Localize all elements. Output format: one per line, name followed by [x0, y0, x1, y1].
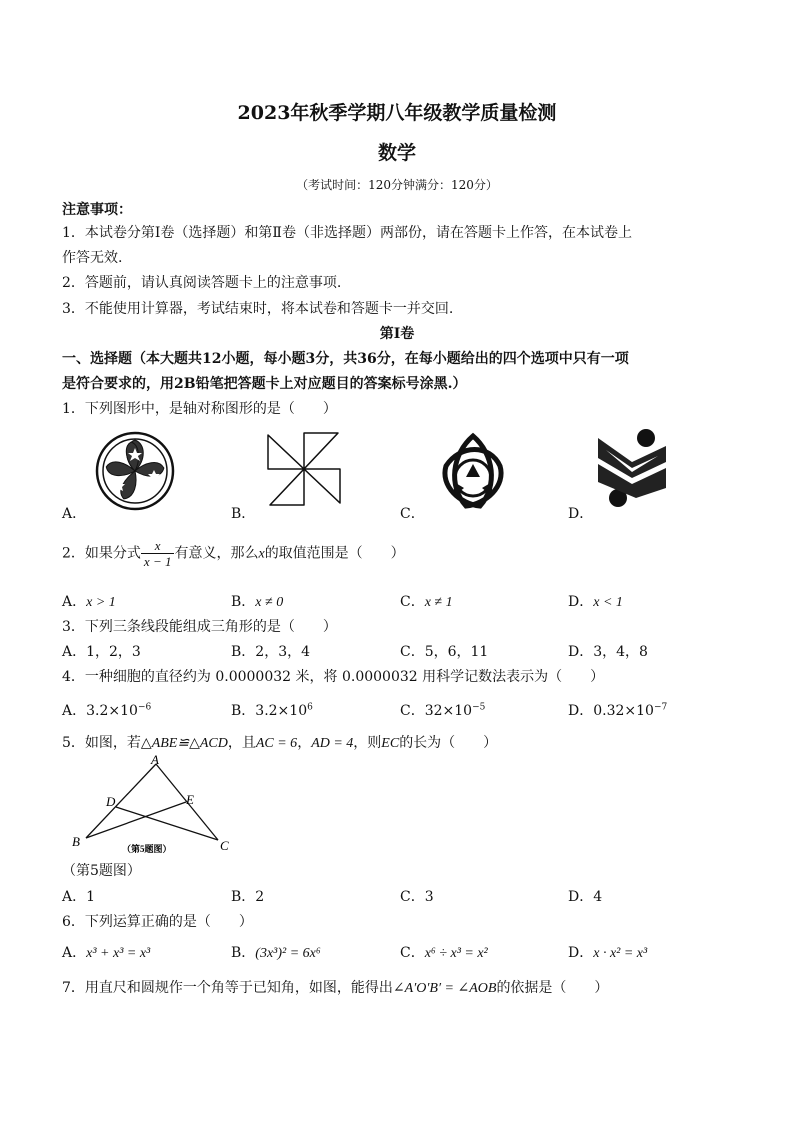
q4-option-c-label: C．	[400, 703, 425, 719]
q7-stem	[62, 977, 608, 997]
q5-option-c: C．3	[400, 889, 434, 905]
notes-heading: 注意事项：	[62, 202, 132, 218]
q6-option-a-label: A．	[62, 945, 87, 961]
subject-title: 数学	[377, 142, 416, 164]
q2-option-d-label: D．	[568, 594, 594, 610]
q3-option-d: D．3，4，8	[568, 644, 648, 660]
q4-option-a	[62, 700, 151, 720]
q4-option-c-exp: −5	[472, 702, 486, 713]
q1-figure-b	[266, 431, 342, 507]
q4-option-b	[231, 700, 313, 720]
q7-stem-end: 的依据是（ ）	[496, 980, 609, 996]
q5-stem-prefix: 5．如图，若	[62, 735, 141, 751]
q2-option-c-label: C．	[400, 594, 425, 610]
q5-label-e: E	[186, 792, 194, 807]
q2-fraction-numerator: x	[141, 538, 175, 554]
q4-option-c	[400, 700, 485, 720]
q5-congruence: △ABE≌△ACD	[140, 736, 228, 751]
q2-option-a-expr: x > 1	[86, 595, 116, 610]
section-title: 第Ⅰ卷	[379, 326, 415, 342]
section-instructions: 一、选择题（本大题共12小题，每小题3分，共36分，在每小题给出的四个选项中只有一项	[62, 351, 629, 367]
q5-figure-caption: （第5题图）	[62, 863, 141, 879]
q3-option-b: B．2，3，4	[231, 644, 311, 660]
q1-figure-c	[430, 430, 516, 514]
q5-label-b: B	[72, 834, 80, 849]
q2-option-a-label: A．	[62, 594, 87, 610]
q3-stem: 3．下列三条线段能组成三角形的是（ ）	[62, 619, 337, 635]
q1-stem: 1．下列图形中，是轴对称图形的是（ ）	[62, 401, 337, 417]
q1-option-d-label: D．	[568, 506, 594, 522]
q4-stem: 4．一种细胞的直径约为 0.0000032 米，将 0.0000032 用科学记数法表示为（ ）	[62, 669, 605, 685]
q4-option-b-exp: 6	[307, 702, 313, 713]
q1-figure-a	[94, 430, 176, 512]
q5-label-a: A	[151, 752, 159, 767]
q2-option-c-expr: x ≠ 1	[424, 595, 453, 610]
q2-option-d	[568, 591, 623, 611]
q6-option-a	[62, 942, 150, 962]
q6-option-b-label: B．	[231, 945, 256, 961]
q5-option-d: D．4	[568, 889, 603, 905]
q5-stem	[62, 732, 497, 752]
section-instructions-cont: 是符合要求的，用2B铅笔把答题卡上对应题目的答案标号涂黑.）	[62, 376, 467, 392]
q5-stem-mid1: ，且	[227, 735, 256, 751]
exam-time-info: （考试时间：120分钟满分：120分）	[296, 178, 498, 192]
q4-option-b-base: 3.2×10	[255, 703, 308, 719]
q6-option-a-expr: x³ + x³ = x³	[86, 946, 151, 961]
q2-stem-mid: 有意义，那么	[174, 545, 259, 562]
q4-option-a-base: 3.2×10	[86, 703, 138, 719]
q2-option-b-expr: x ≠ 0	[255, 595, 284, 610]
q6-option-b	[231, 942, 321, 962]
q2-stem	[62, 538, 405, 569]
q5-option-b: B．2	[231, 889, 265, 905]
note-item-1-cont: 作答无效.	[62, 250, 123, 266]
q6-option-d-expr: x · x² = x³	[593, 946, 648, 961]
q2-fraction	[141, 538, 175, 569]
q6-option-b-expr: (3x³)² = 6x⁶	[255, 946, 321, 961]
q5-condition-ad: AD = 4	[311, 736, 354, 751]
q4-option-c-base: 32×10	[424, 703, 473, 719]
note-item-1: 1．本试卷分第Ⅰ卷（选择题）和第Ⅱ卷（非选择题）两部份，请在答题卡上作答，在本试卷上	[62, 225, 632, 241]
q5-stem-end: 的长为（ ）	[399, 735, 498, 751]
exam-title: 2023年秋季学期八年级教学质量检测	[237, 102, 557, 124]
q4-option-d-exp: −7	[653, 702, 668, 713]
q4-option-d-label: D．	[568, 703, 594, 719]
q4-option-d-base: 0.32×10	[593, 703, 654, 719]
q2-option-d-expr: x < 1	[593, 595, 623, 610]
note-item-2: 2．答题前，请认真阅读答题卡上的注意事项.	[62, 275, 342, 291]
q6-option-d-label: D．	[568, 945, 594, 961]
q5-triangle-figure	[66, 752, 240, 856]
q1-figure-d	[596, 428, 668, 508]
q7-stem-prefix: 7．用直尺和圆规作一个角等于已知角，如图，能得出	[62, 980, 393, 996]
q6-option-d	[568, 942, 647, 962]
q1-option-c-label: C．	[400, 506, 425, 522]
q3-option-a: A．1，2，3	[62, 644, 141, 660]
q4-option-b-label: B．	[231, 703, 256, 719]
q6-option-c	[400, 942, 488, 962]
q4-option-a-label: A．	[62, 703, 87, 719]
q4-option-a-exp: −6	[137, 702, 152, 713]
q2-option-a	[62, 591, 116, 611]
q2-variable: x	[258, 546, 265, 562]
q1-option-a-label: A．	[62, 506, 87, 522]
q2-stem-prefix: 2．如果分式	[62, 545, 141, 562]
q2-option-b	[231, 591, 283, 611]
q2-option-b-label: B．	[231, 594, 256, 610]
q6-option-c-label: C．	[400, 945, 425, 961]
q5-condition-ac: AC = 6	[255, 736, 298, 751]
q5-target-segment: EC	[381, 736, 400, 751]
q2-option-c	[400, 591, 453, 611]
q5-stem-mid3: ，则	[353, 735, 382, 751]
q7-expression: ∠A′O′B′ = ∠AOB	[392, 981, 497, 996]
q6-option-c-expr: x⁶ ÷ x³ = x²	[424, 946, 488, 961]
q5-stem-mid2: ，	[297, 735, 312, 751]
q2-fraction-denominator: x − 1	[143, 554, 172, 569]
q5-option-a: A．1	[62, 889, 96, 905]
q5-label-d: D	[106, 794, 116, 809]
q3-option-c: C．5，6，11	[400, 644, 489, 660]
note-item-3: 3．不能使用计算器，考试结束时，将本试卷和答题卡一并交回.	[62, 301, 454, 317]
q1-option-b-label: B．	[231, 506, 256, 522]
q4-option-d	[568, 700, 667, 720]
q5-figure-inner-caption: （第5题图）	[122, 844, 172, 854]
q6-stem: 6．下列运算正确的是（ ）	[62, 914, 253, 930]
q2-stem-end: 的取值范围是（ ）	[264, 545, 405, 562]
q5-label-c: C	[220, 838, 229, 853]
